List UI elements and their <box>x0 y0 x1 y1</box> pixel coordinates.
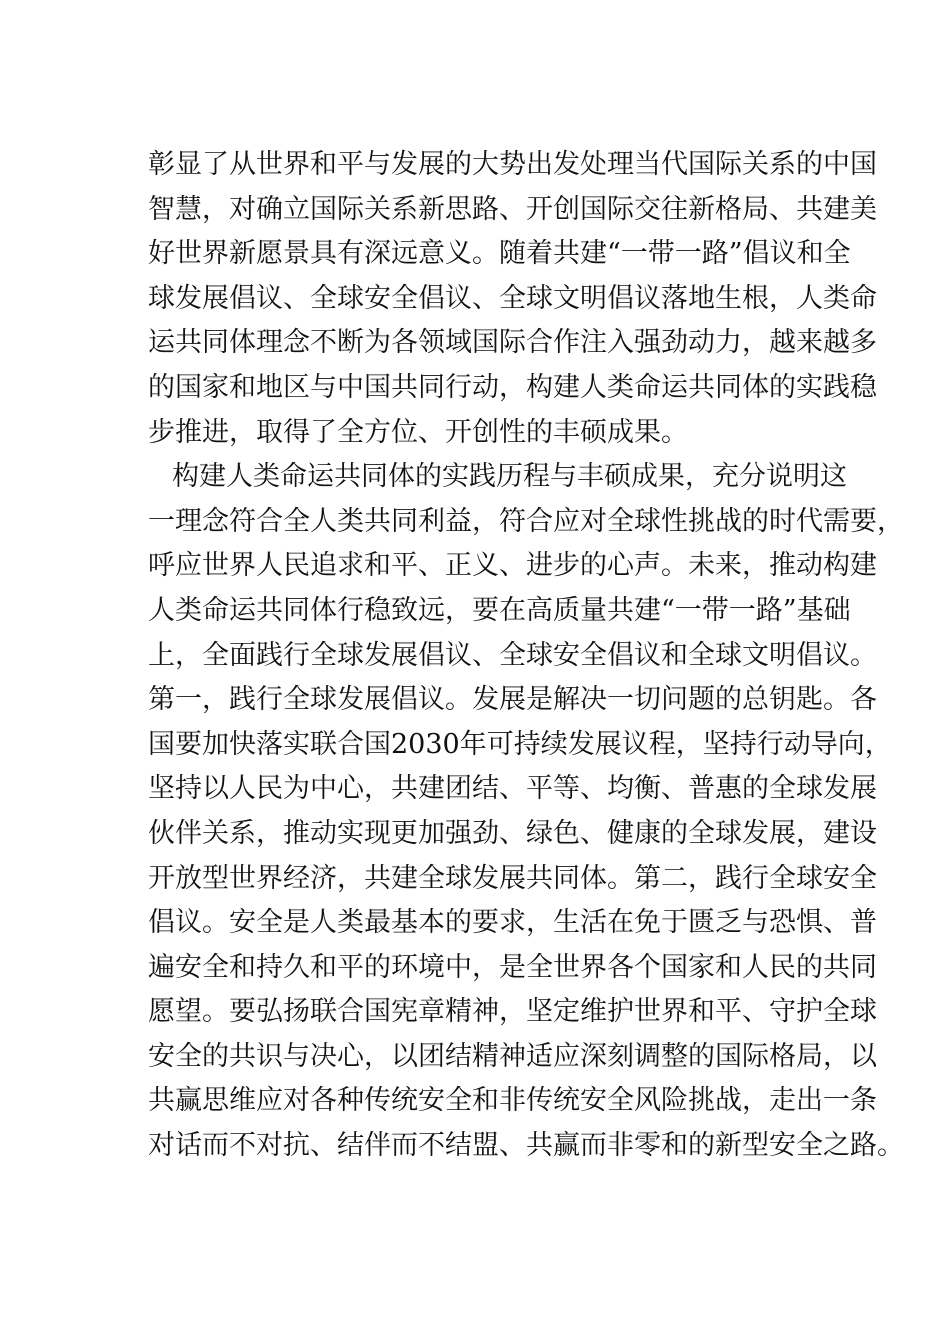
text-line: 第一，践行全球发展倡议。发展是解决一切问题的总钥匙。各 <box>148 684 877 716</box>
text-line: 的国家和地区与中国共同行动，构建人类命运共同体的实践稳 <box>148 371 877 403</box>
text-line: 坚持以人民为中心，共建团结、平等、均衡、普惠的全球发展 <box>148 773 877 805</box>
text-line: 愿望。要弘扬联合国宪章精神，坚定维护世界和平、守护全球 <box>148 996 877 1028</box>
text-line: 一理念符合全人类共同利益，符合应对全球性挑战的时代需要， <box>148 505 904 537</box>
text-line: 智慧，对确立国际关系新思路、开创国际交往新格局、共建美 <box>148 193 877 225</box>
document-body <box>148 143 904 1169</box>
text-line: 好世界新愿景具有深远意义。随着共建“一带一路”倡议和全 <box>148 238 851 270</box>
text-line: 球发展倡议、全球安全倡议、全球文明倡议落地生根，人类命 <box>148 282 877 314</box>
text-line: 遍安全和持久和平的环境中，是全世界各个国家和人民的共同 <box>148 951 877 983</box>
text-line: 彰显了从世界和平与发展的大势出发处理当代国际关系的中国 <box>148 149 877 180</box>
text-line: 人类命运共同体行稳致远，要在高质量共建“一带一路”基础 <box>148 594 851 626</box>
text-line: 运共同体理念不断为各领域国际合作注入强劲动力，越来越多 <box>148 327 877 359</box>
text-line: 国要加快落实联合国2030年可持续发展议程，坚持行动导向， <box>148 728 892 760</box>
text-line: 安全的共识与决心，以团结精神适应深刻调整的国际格局，以 <box>148 1040 877 1072</box>
text-line: 开放型世界经济，共建全球发展共同体。第二，践行全球安全 <box>148 862 877 894</box>
text-line: 共赢思维应对各种传统安全和非传统安全风险挑战，走出一条 <box>148 1085 877 1117</box>
text-line: 伙伴关系，推动实现更加强劲、绿色、健康的全球发展，建设 <box>148 817 877 849</box>
text-line: 上，全面践行全球发展倡议、全球安全倡议和全球文明倡议。 <box>148 639 877 671</box>
text-line: 呼应世界人民追求和平、正义、进步的心声。未来，推动构建 <box>148 550 877 582</box>
text-line: 步推进，取得了全方位、开创性的丰硕成果。 <box>148 416 688 448</box>
text-line: 对话而不对抗、结伴而不结盟、共赢而非零和的新型安全之路。 <box>148 1130 904 1162</box>
text-line: 构建人类命运共同体的实践历程与丰硕成果，充分说明这 <box>172 461 847 493</box>
text-line: 倡议。安全是人类最基本的要求，生活在免于匮乏与恐惧、普 <box>148 907 877 939</box>
